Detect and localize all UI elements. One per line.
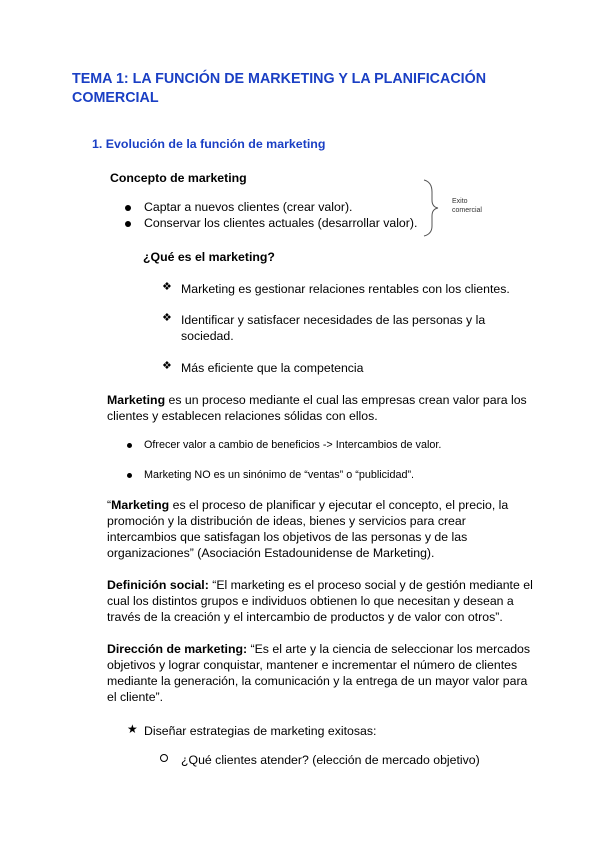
que-es-item-3: Más eficiente que la competencia <box>181 361 364 375</box>
diamond-bullet-icon: ❖ <box>162 281 172 293</box>
bullet-icon <box>125 205 131 211</box>
def2-open-quote: “ <box>107 498 112 512</box>
def4-text: “Es el arte y la ciencia de seleccionar los mercados <box>247 642 531 656</box>
concepto-item-1: Captar a nuevos clientes (crear valor). <box>144 200 353 214</box>
curly-brace-icon <box>420 178 450 238</box>
star-icon: ★ <box>127 722 138 736</box>
que-es-item-2-cont: sociedad. <box>181 329 234 343</box>
def2-line2: promoción y la distribución de ideas, bienes y servicios para crear <box>107 514 466 528</box>
def1-bold: Marketing <box>107 393 166 407</box>
def1-text: es un proceso mediante el cual las empresas crean valor para los <box>165 393 527 407</box>
def4-line3: mediante la generación, la comunicación y la entrega de un mayor valor para <box>107 674 528 688</box>
def4-line2: objetivos y lograr conquistar, mantener e incrementar el número de clientes <box>107 658 518 672</box>
def4-line4: el cliente”. <box>107 690 164 704</box>
def3-line1 <box>107 577 533 593</box>
circle-item: ¿Qué clientes atender? (elección de mercado objetivo) <box>181 753 480 767</box>
concepto-item-2: Conservar los clientes actuales (desarrollar valor). <box>144 216 418 230</box>
def2-text: es el proceso de planificar y ejecutar el concepto, el precio, la <box>169 498 509 512</box>
def3-bold: Definición social: <box>107 578 209 592</box>
def4-bold: Dirección de marketing: <box>107 642 248 656</box>
que-es-item-2: Identificar y satisfacer necesidades de las personas y la <box>181 313 486 327</box>
def2-bold: Marketing <box>111 498 170 512</box>
circle-bullet-icon <box>160 754 168 762</box>
def2-line4: organizaciones” (Asociación Estadounidense de Marketing). <box>107 546 435 560</box>
def2-line3: intercambios que satisfagan los objetivos de las personas y de las <box>107 530 468 544</box>
brace-note-1: Exito <box>452 198 468 205</box>
def3-line3: través de la creación y el intercambio de productos y de valor con otros”. <box>107 610 503 624</box>
document-title: TEMA 1: LA FUNCIÓN DE MARKETING Y LA PLANIFICACIÓN COMERCIAL <box>72 71 487 106</box>
diamond-bullet-icon: ❖ <box>162 312 172 324</box>
def4-line1 <box>107 641 530 657</box>
def1-line2: clientes y establecen relaciones sólidas con ellos. <box>107 409 378 423</box>
section-heading: 1. Evolución de la función de marketing <box>92 137 326 151</box>
que-es-item-1: Marketing es gestionar relaciones rentables con los clientes. <box>181 282 510 296</box>
star-item: Diseñar estrategias de marketing exitosas: <box>144 724 377 738</box>
def1-line1 <box>107 392 527 408</box>
def3-text: “El marketing es el proceso social y de gestión mediante el <box>208 578 533 592</box>
concepto-heading: Concepto de marketing <box>110 171 247 185</box>
brace-note-2: comercial <box>452 207 482 214</box>
def2-line1 <box>107 497 508 513</box>
que-es-heading: ¿Qué es el marketing? <box>143 250 275 264</box>
def3-line2: cual los distintos grupos e individuos obtienen lo que necesitan y desean a <box>107 594 514 608</box>
def1-bullet-2: Marketing NO es un sinónimo de “ventas” o “publicidad”. <box>144 469 415 481</box>
bullet-icon <box>125 221 131 227</box>
bullet-icon <box>127 473 132 478</box>
def1-bullet-1: Ofrecer valor a cambio de beneficios -> Intercambios de valor. <box>144 439 442 451</box>
diamond-bullet-icon: ❖ <box>162 360 172 372</box>
bullet-icon <box>127 443 132 448</box>
